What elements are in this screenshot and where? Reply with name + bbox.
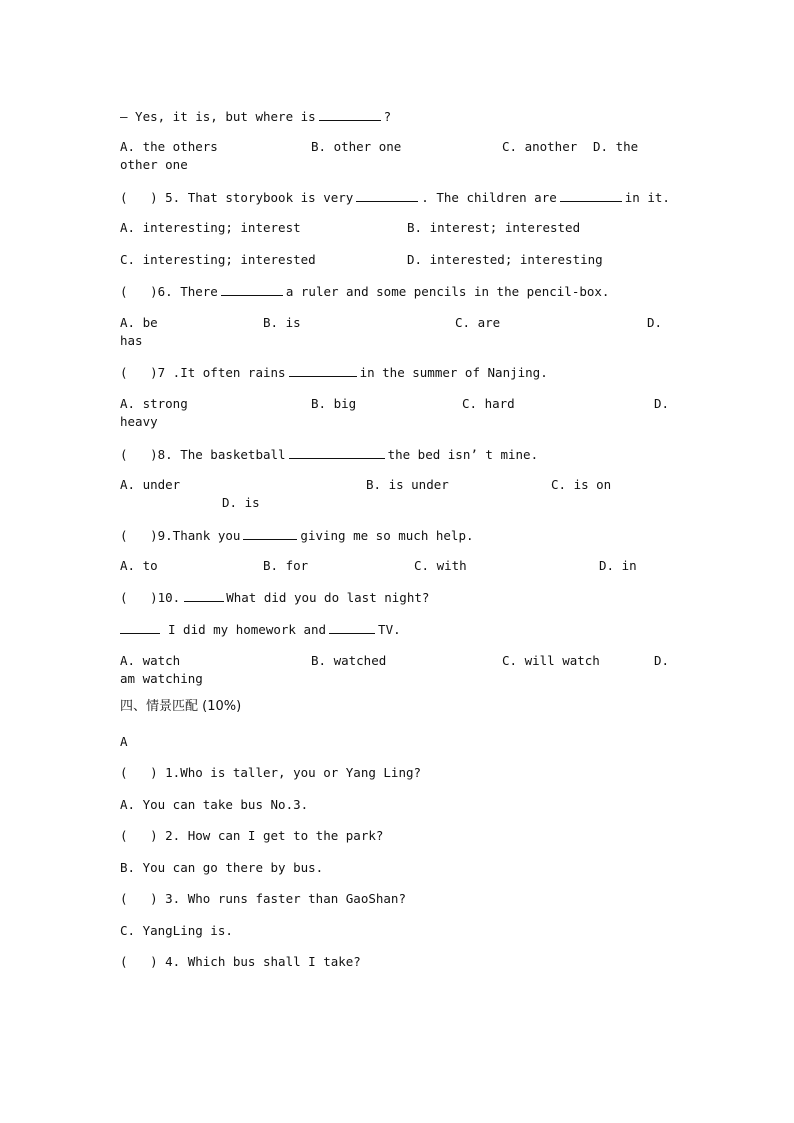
question-10	[120, 589, 429, 607]
question-8-text-end: the bed isn’ t mine.	[387, 447, 539, 462]
answer-blank	[329, 620, 375, 634]
question-10-answer-text: I did my homework and	[168, 622, 327, 637]
question-7	[120, 363, 548, 382]
option-b: B. interest; interested	[407, 220, 581, 235]
question-9-text-end: giving me so much help.	[300, 528, 474, 543]
match-question-4: ( ) 4. Which bus shall I take?	[120, 954, 361, 969]
option-d-continued: am watching	[120, 671, 203, 686]
question-5-text: ( ) 5. That storybook is very	[120, 190, 354, 205]
option-d-continued: has	[120, 333, 143, 348]
option-b: B. big	[311, 396, 357, 411]
question-7-text: ( )7 .It often rains	[120, 365, 286, 380]
option-c: C. is on	[551, 477, 612, 492]
answer-blank	[289, 363, 357, 377]
option-b: B. other one	[311, 139, 402, 154]
option-b: B. is under	[366, 477, 449, 492]
option-b: B. for	[263, 558, 309, 573]
question-5-text-mid: . The children are	[421, 190, 557, 205]
question-10-text: ( )10.	[120, 590, 181, 605]
question-9	[120, 526, 474, 545]
question-9-text: ( )9.Thank you	[120, 528, 241, 543]
option-d: D. is	[222, 495, 260, 510]
question-6-text-end: a ruler and some pencils in the pencil-box.	[285, 284, 610, 299]
match-answer-a: A. You can take bus No.3.	[120, 797, 309, 812]
question-10-answer-line	[120, 620, 401, 639]
question-8-text: ( )8. The basketball	[120, 447, 286, 462]
section-heading: 四、情景匹配 (10%)	[120, 699, 242, 714]
question-6-text: ( )6. There	[120, 284, 218, 299]
match-question-2: ( ) 2. How can I get to the park?	[120, 828, 384, 843]
match-question-1: ( ) 1.Who is taller, you or Yang Ling?	[120, 765, 422, 780]
dialogue-dash	[120, 625, 160, 634]
option-a: A. the others	[120, 139, 218, 154]
question-6	[120, 282, 609, 301]
match-question-3: ( ) 3. Who runs faster than GaoShan?	[120, 891, 406, 906]
option-d: D. the	[593, 139, 639, 154]
option-d-continued: heavy	[120, 414, 158, 429]
question-5-text-end: in it.	[624, 190, 670, 205]
answer-blank	[319, 107, 381, 121]
answer-blank	[289, 445, 385, 459]
option-d: D.	[654, 653, 670, 668]
option-a: A. watch	[120, 653, 181, 668]
question-4-stem	[120, 107, 391, 126]
option-a: A. to	[120, 558, 158, 573]
option-c: C. will watch	[502, 653, 600, 668]
option-a: A. under	[120, 477, 181, 492]
match-answer-b: B. You can go there by bus.	[120, 860, 324, 875]
part-label: A	[120, 734, 128, 749]
question-4-stem-text: — Yes, it is, but where is	[120, 109, 316, 124]
option-d: D.	[654, 396, 670, 411]
dialogue-dash	[184, 593, 224, 602]
question-10-answer-end: TV.	[378, 622, 401, 637]
option-c: C. another	[502, 139, 578, 154]
option-c: C. with	[414, 558, 467, 573]
option-a: A. strong	[120, 396, 188, 411]
option-a: A. interesting; interest	[120, 220, 301, 235]
option-d: D. interested; interesting	[407, 252, 603, 267]
answer-blank	[356, 188, 418, 202]
match-answer-c: C. YangLing is.	[120, 923, 233, 938]
question-10-text-end: What did you do last night?	[226, 590, 430, 605]
option-d: D.	[647, 315, 663, 330]
answer-blank	[221, 282, 283, 296]
answer-blank	[560, 188, 622, 202]
option-a: A. be	[120, 315, 158, 330]
option-c: C. interesting; interested	[120, 252, 316, 267]
option-d-continued: other one	[120, 157, 188, 172]
question-7-text-end: in the summer of Nanjing.	[359, 365, 548, 380]
option-b: B. watched	[311, 653, 387, 668]
question-8	[120, 445, 538, 464]
option-c: C. hard	[462, 396, 515, 411]
option-c: C. are	[455, 315, 501, 330]
question-5	[120, 188, 670, 207]
answer-blank	[243, 526, 297, 540]
option-d: D. in	[599, 558, 637, 573]
question-mark: ?	[383, 109, 392, 124]
option-b: B. is	[263, 315, 301, 330]
